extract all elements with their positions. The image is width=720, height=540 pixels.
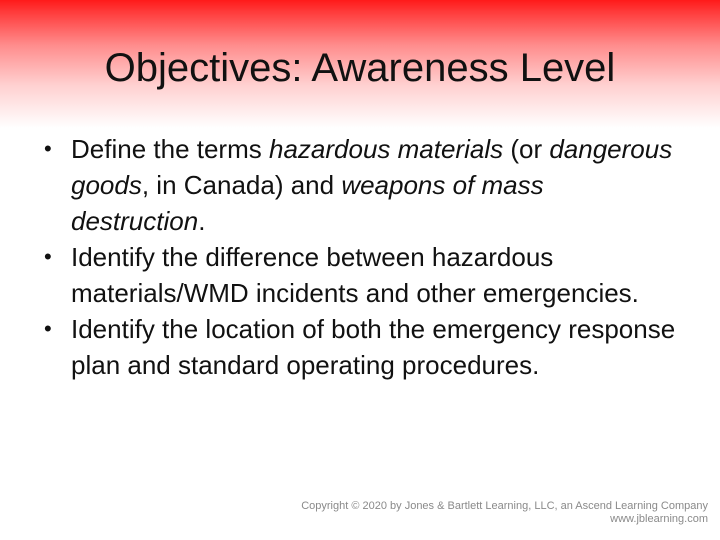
bullet-glyph: • bbox=[44, 136, 52, 161]
copyright-text: Copyright © 2020 by Jones & Bartlett Learning, LLC, an Ascend Learning Company bbox=[301, 500, 708, 512]
bullet-glyph: • bbox=[44, 316, 52, 341]
bullet-text-segment: . bbox=[198, 206, 206, 236]
copyright-footer bbox=[301, 500, 708, 526]
bullet-item bbox=[44, 311, 684, 383]
bullet-text-segment: Identify the difference between hazardous materials/WMD incidents and other emergencies. bbox=[71, 242, 639, 308]
bullet-text-segment: (or bbox=[503, 134, 550, 164]
bullet-text-italic: dangerous goods bbox=[71, 134, 673, 200]
bullet-list bbox=[44, 131, 684, 383]
bullet-text-segment: Identify the location of both the emergency response plan and standard operating procedures. bbox=[71, 314, 676, 380]
bullet-text-segment: , in Canada) and bbox=[141, 170, 342, 200]
website-text: www.jblearning.com bbox=[610, 513, 708, 525]
bullet-glyph: • bbox=[44, 244, 52, 269]
bullet-text-segment: Define the terms bbox=[71, 134, 269, 164]
slide-title: Objectives: Awareness Level bbox=[104, 46, 616, 90]
bullet-item bbox=[44, 131, 684, 239]
bullet-item bbox=[44, 239, 684, 311]
bullet-text-italic: hazardous materials bbox=[268, 134, 504, 164]
bullet-text-italic: weapons of mass destruction bbox=[71, 170, 544, 236]
